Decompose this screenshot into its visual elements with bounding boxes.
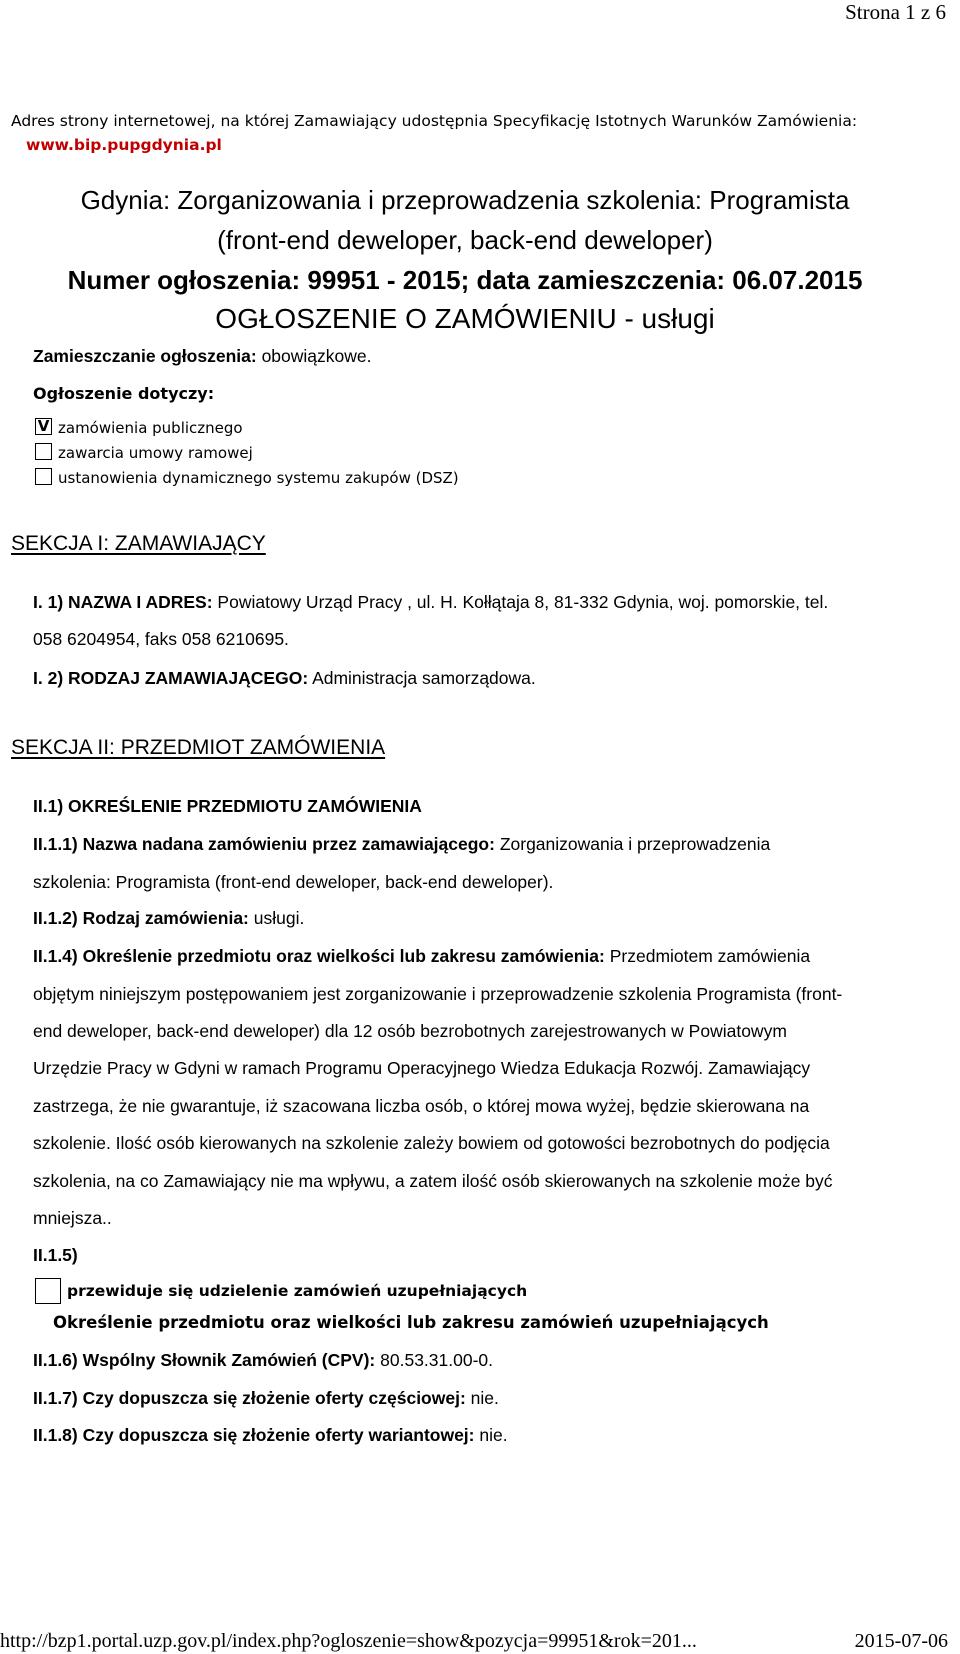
ii12-row: [33, 908, 304, 929]
ii12-label: II.1.2) Rodzaj zamówienia:: [33, 908, 249, 928]
ii15-option: przewiduje się udzielenie zamówień uzupełniających: [67, 1282, 528, 1300]
ii16-row: [33, 1350, 493, 1371]
notice-number: Numer ogłoszenia: 99951 - 2015; data zamieszczenia: 06.07.2015: [67, 265, 863, 295]
ii18-value: nie.: [479, 1425, 508, 1445]
title-line-2: (front-end deweloper, back-end deweloper): [217, 225, 713, 255]
ii14-line: szkolenie. Ilość osób kierowanych na szkolenie zależy bowiem od gotowości bezrobotnych do podjęcia: [33, 1133, 830, 1153]
ii15-sub: Określenie przedmiotu oraz wielkości lub zakresu zamówień uzupełniających: [53, 1313, 769, 1332]
i1-value-line1: Powiatowy Urząd Pracy , ul. H. Kołłątaja 8, 81-332 Gdynia, woj. pomorskie, tel.: [217, 592, 829, 612]
checkbox-supplementary-orders[interactable]: [35, 1278, 61, 1304]
footer-date: 2015-07-06: [854, 1630, 948, 1652]
ii14-line: objętym niniejszym postępowaniem jest zorganizowanie i przeprowadzenie szkolenia Programista (front-: [33, 984, 843, 1004]
ii16-label: II.1.6) Wspólny Słownik Zamówień (CPV):: [33, 1350, 376, 1370]
ii11-row: [33, 834, 770, 855]
section-1-heading: SEKCJA I: ZAMAWIAJĄCY: [11, 532, 266, 555]
ii17-row: [33, 1388, 499, 1409]
ii14-line: szkolenia, na co Zamawiający nie ma wpływu, a zatem ilość osób skierowanych na szkolenie może być: [33, 1171, 833, 1191]
ii1-heading: II.1) OKREŚLENIE PRZEDMIOTU ZAMÓWIENIA: [33, 796, 422, 816]
ii11-value-line1: Zorganizowania i przeprowadzenia: [499, 834, 771, 854]
ii14-row: [33, 946, 810, 967]
ii11-value-line2: szkolenia: Programista (front-end deweloper, back-end deweloper).: [33, 872, 554, 892]
notice-concerns-label: Ogłoszenie dotyczy:: [33, 384, 215, 403]
checkbox-dsz[interactable]: [35, 468, 52, 485]
ii17-value: nie.: [470, 1388, 499, 1408]
ii14-line: mniejsza..: [33, 1208, 112, 1228]
ii17-label: II.1.7) Czy dopuszcza się złożenie oferty częściowej:: [33, 1388, 466, 1408]
option-dsz: ustanowienia dynamicznego systemu zakupów (DSZ): [58, 469, 459, 487]
checkbox-public-contract[interactable]: V: [35, 418, 52, 435]
title-line-1: Gdynia: Zorganizowania i przeprowadzenia szkolenia: Programista: [80, 185, 850, 215]
placement-value: obowiązkowe.: [261, 346, 372, 366]
ii14-line: Urzędzie Pracy w Gdyni w ramach Programu Operacyjnego Wiedza Edukacja Rozwój. Zamawiający: [33, 1058, 811, 1078]
ii12-value: usługi.: [253, 908, 305, 928]
page-counter: Strona 1 z 6: [845, 0, 946, 24]
ii14-line: Przedmiotem zamówienia: [609, 946, 811, 966]
i2-row: [33, 668, 536, 689]
intro-text: Adres strony internetowej, na której Zamawiający udostępnia Specyfikację Istotnych Warunków Zamówienia:: [11, 112, 858, 130]
i1-value-line2: 058 6204954, faks 058 6210695.: [33, 629, 289, 649]
section-2-heading: SEKCJA II: PRZEDMIOT ZAMÓWIENIA: [11, 736, 386, 759]
i2-value: Administracja samorządowa.: [312, 668, 536, 688]
ii11-label: II.1.1) Nazwa nadana zamówieniu przez zamawiającego:: [33, 834, 495, 854]
ii18-label: II.1.8) Czy dopuszcza się złożenie oferty wariantowej:: [33, 1425, 475, 1445]
ii18-row: [33, 1425, 508, 1446]
i2-label: I. 2) RODZAJ ZAMAWIAJĄCEGO:: [33, 668, 309, 688]
ii14-label: II.1.4) Określenie przedmiotu oraz wielkości lub zakresu zamówienia:: [33, 946, 605, 966]
checkbox-framework-agreement[interactable]: [35, 443, 52, 460]
ii15-label: II.1.5): [33, 1245, 78, 1265]
ii14-line: zastrzega, że nie gwarantuje, iż szacowana liczba osób, o której mowa wyżej, będzie skierowana na: [33, 1096, 810, 1116]
sivz-link[interactable]: www.bip.pupgdynia.pl: [26, 136, 222, 154]
i1-label: I. 1) NAZWA I ADRES:: [33, 592, 213, 612]
notice-subtitle: OGŁOSZENIE O ZAMÓWIENIU - usługi: [215, 303, 715, 334]
i1-row: [33, 592, 828, 613]
ii14-line: end deweloper, back-end deweloper) dla 12 osób bezrobotnych zarejestrowanych w Powiatowym: [33, 1021, 787, 1041]
option-framework-agreement: zawarcia umowy ramowej: [58, 444, 253, 462]
placement-label: Zamieszczanie ogłoszenia:: [33, 346, 257, 366]
ii16-value: 80.53.31.00-0.: [380, 1350, 494, 1370]
placement-row: [33, 346, 371, 367]
footer-url: http://bzp1.portal.uzp.gov.pl/index.php?ogloszenie=show&pozycja=99951&rok=201...: [0, 1630, 697, 1652]
option-public-contract: zamówienia publicznego: [58, 419, 243, 437]
